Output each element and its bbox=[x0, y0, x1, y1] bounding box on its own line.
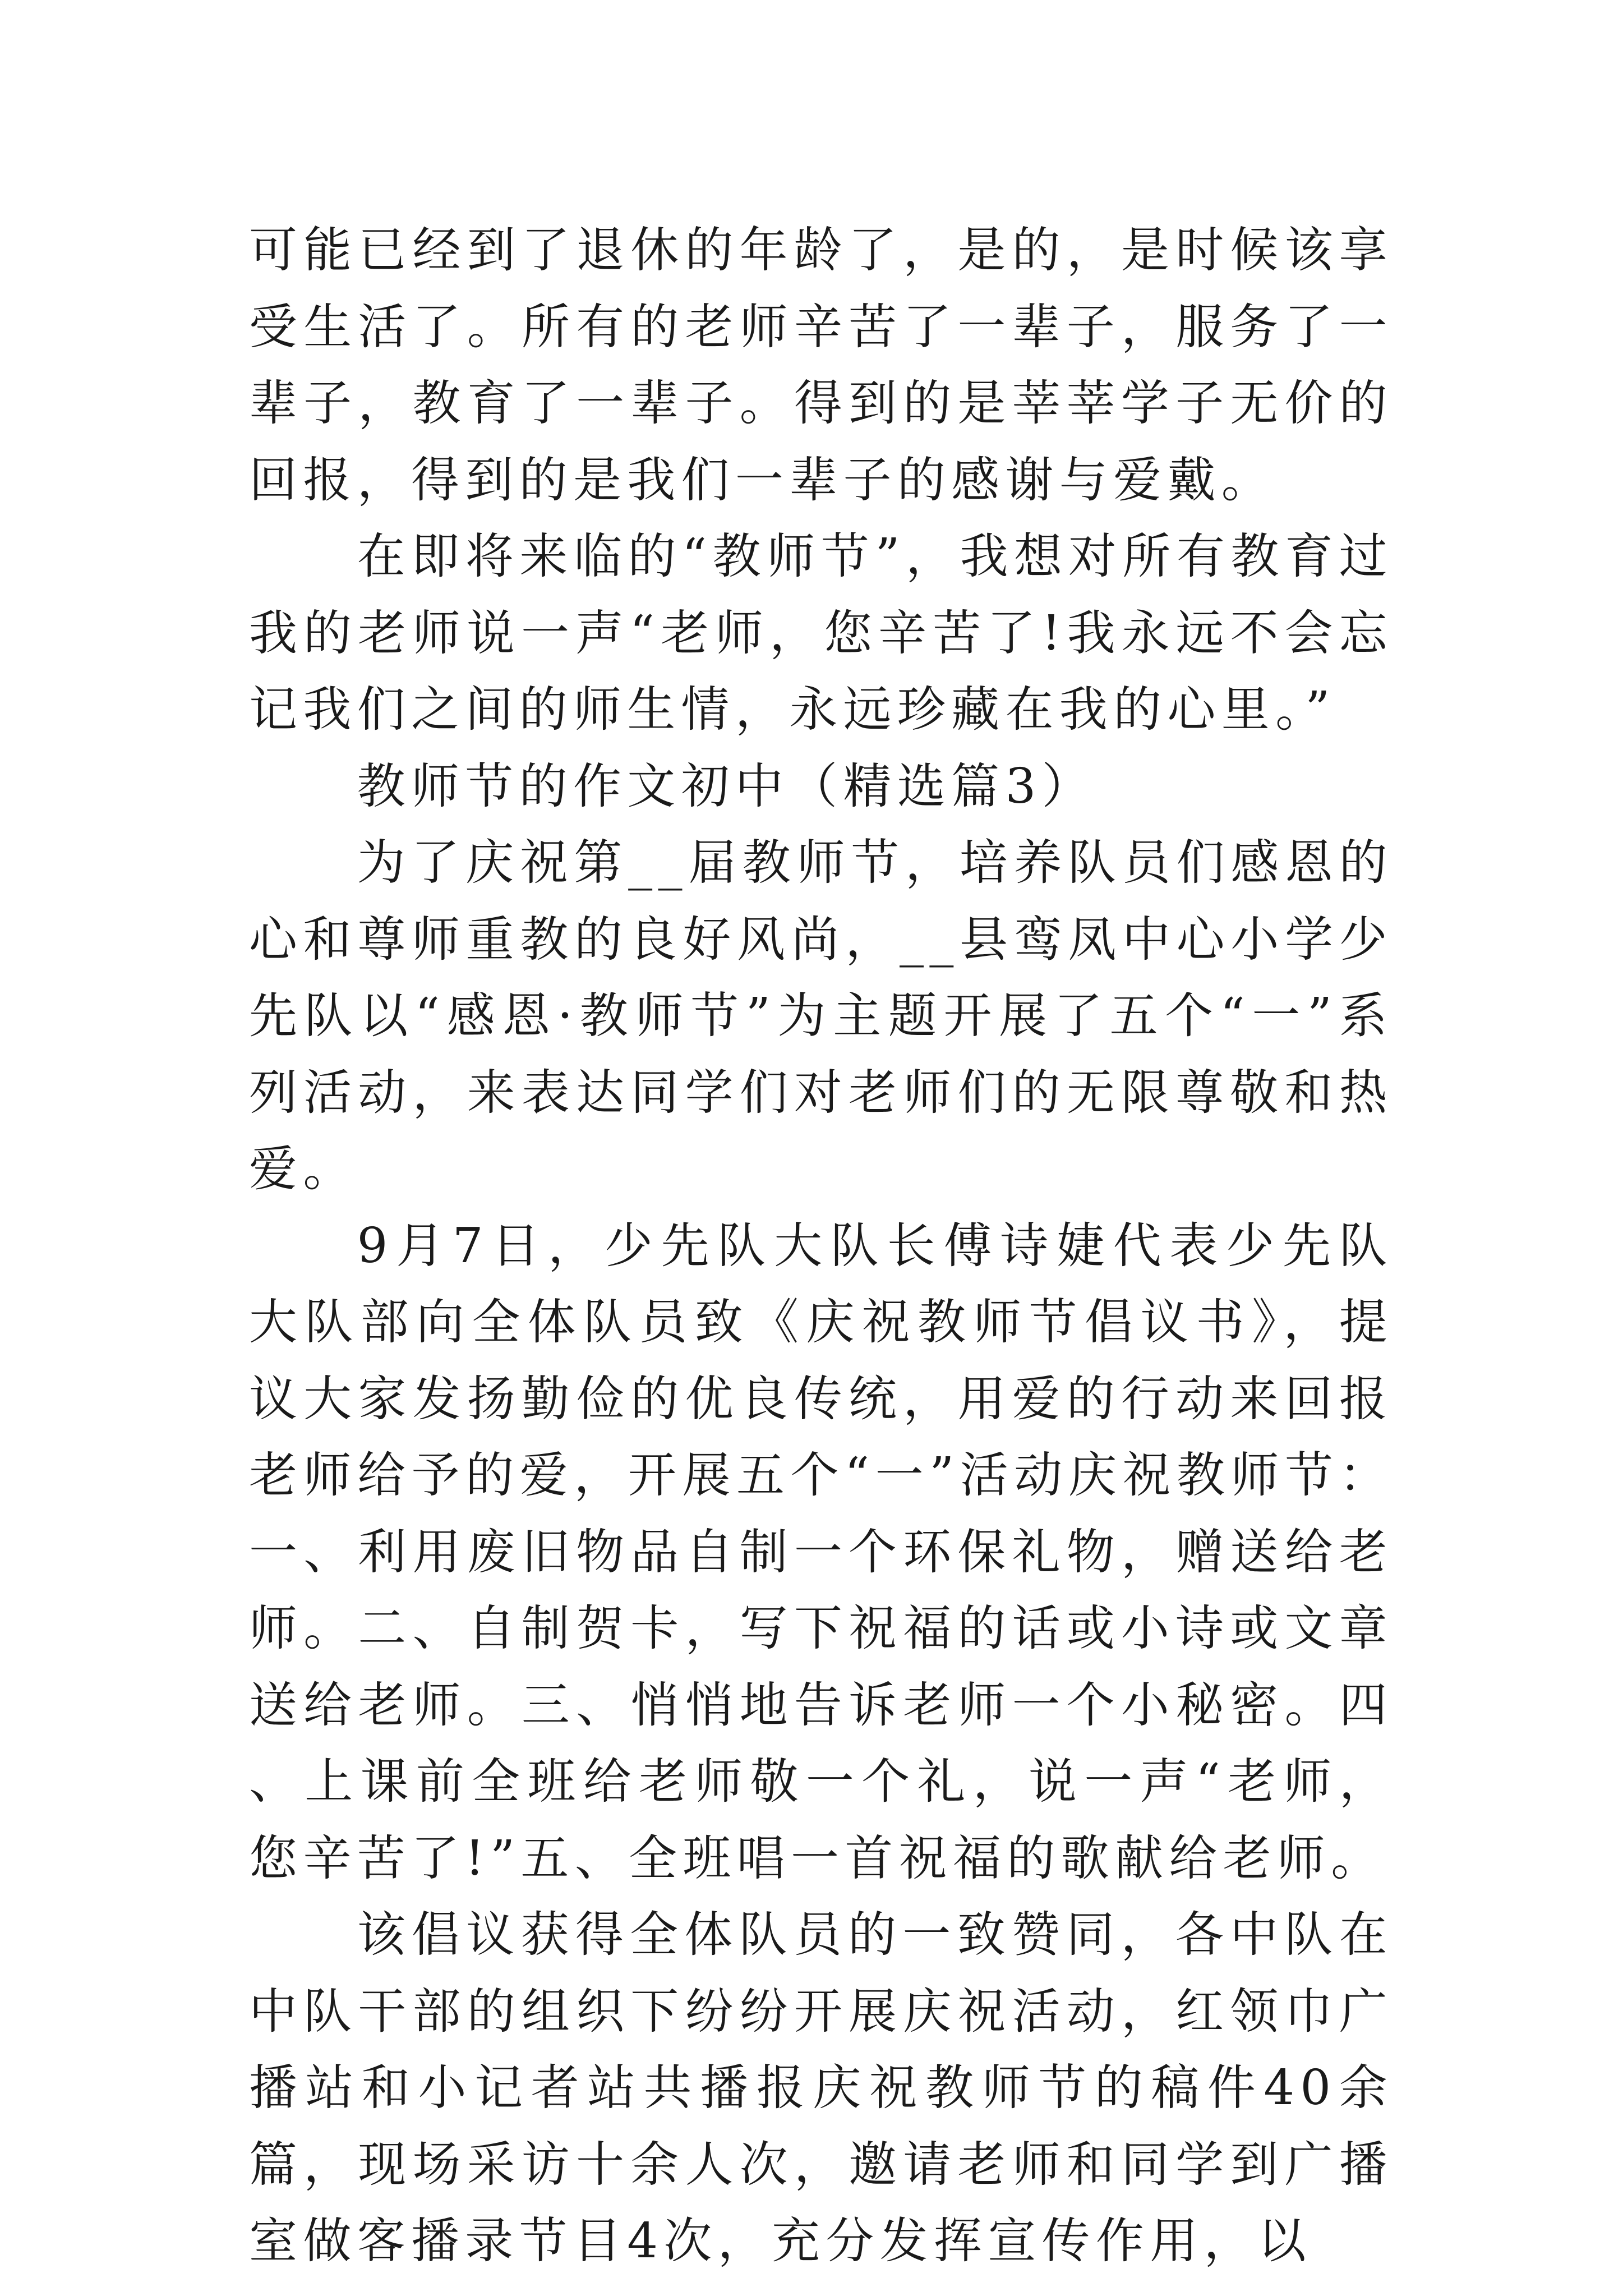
paragraph: 可能已经到了退休的年龄了，是的，是时候该享受生活了。所有的老师辛苦了一辈子，服务了一辈子，教育了一辈子。得到的是莘莘学子无价的回报，得到的是我们一辈子的感谢与爱戴。 bbox=[249, 222, 1393, 508]
section-heading: 教师节的作文初中（精选篇3） bbox=[357, 758, 1096, 815]
paragraph: 为了庆祝第__届教师节，培养队员们感恩的心和尊师重教的良好风尚，__县鸾凤中心小学少先队以“感恩·教师节”为主题开展了五个“一”系列活动，来表达同学们对老师们的无限尊敬和热爱。 bbox=[249, 835, 1393, 1197]
paragraph: 9月7日，少先队大队长傅诗婕代表少先队大队部向全体队员致《庆祝教师节倡议书》，提议大家发扬勤俭的优良传统，用爱的行动来回报老师给予的爱，开展五个“一”活动庆祝教师节：一、利用废旧物品自制一个环保礼物，赠送给老师。二、自制贺卡，写下祝福的话或小诗或文章送给老师。三、悄悄地告诉老师一个小秘密。四、上课前全班给老师敬一个礼，说一声“老师，您辛苦了!”五、全班唱一首祝福的歌献给老师。 bbox=[249, 1217, 1393, 1887]
paragraph: 在即将来临的“教师节”，我想对所有教育过我的老师说一声“老师，您辛苦了!我永远不会忘记我们之间的师生情，永远珍藏在我的心里。” bbox=[249, 528, 1393, 738]
document-body bbox=[249, 212, 1393, 2280]
paragraph: 该倡议获得全体队员的一致赞同，各中队在中队干部的组织下纷纷开展庆祝活动，红领巾广播站和小记者站共播报庆祝教师节的稿件40余篇，现场采访十余人次，邀请老师和同学到广播室做客播录节目4次，充分发挥宣传作用，以 bbox=[249, 1907, 1393, 2269]
